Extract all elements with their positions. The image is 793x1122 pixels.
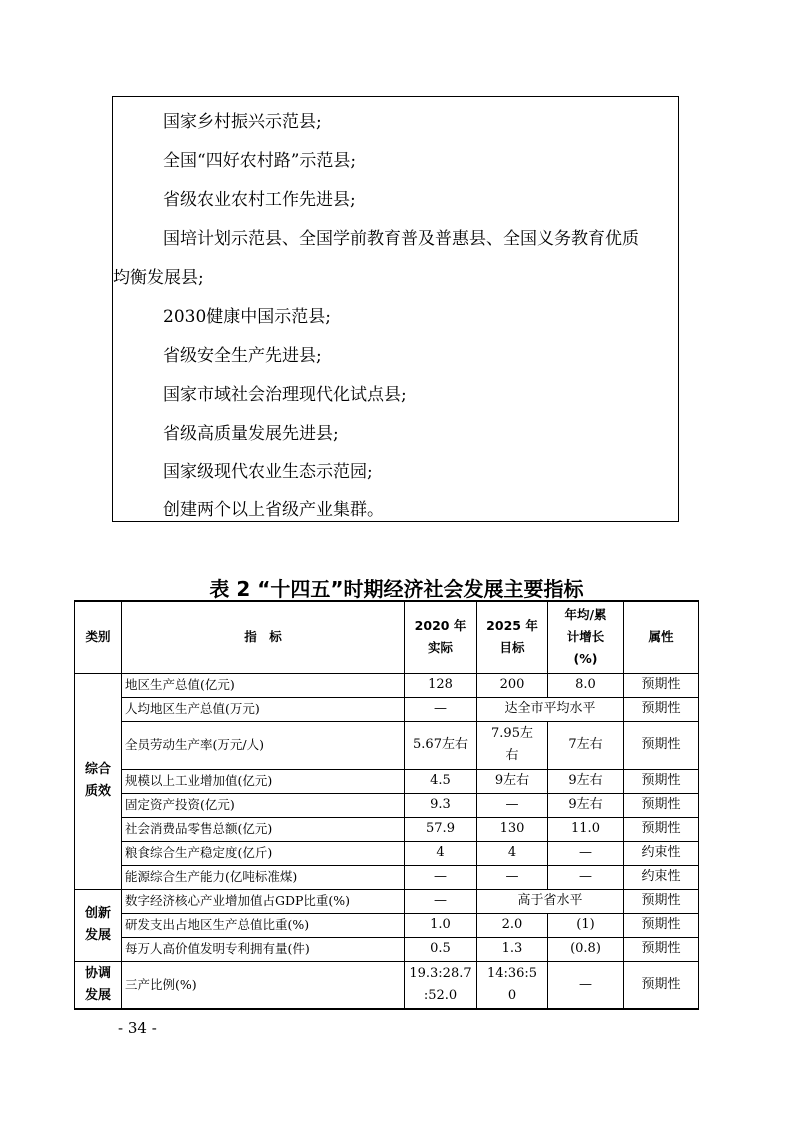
value-2025: 200 [477,673,548,697]
table-header-row [75,601,699,673]
indicator-name: 粮食综合生产稳定度(亿斤) [122,841,405,865]
box-line: 2030健康中国示范县; [163,307,331,327]
category-cell: 创新 发展 [75,889,122,961]
attribute: 预期性 [624,817,699,841]
value-merged: 高于省水平 [477,889,624,913]
box-line: 国培计划示范县、全国学前教育普及普惠县、全国义务教育优质 [163,229,639,249]
table-row [75,961,699,1009]
table-row [75,817,699,841]
box-line: 国家乡村振兴示范县; [163,112,322,132]
attribute: 预期性 [624,913,699,937]
box-line: 均衡发展县; [113,268,204,288]
attribute: 约束性 [624,841,699,865]
attribute: 预期性 [624,721,699,769]
attribute: 预期性 [624,697,699,721]
category-cell: 综合 质效 [75,673,122,889]
value-growth: 11.0 [548,817,624,841]
page-number: - 34 - [118,1019,157,1037]
indicator-name: 地区生产总值(亿元) [122,673,405,697]
value-growth: 9左右 [548,793,624,817]
table-row [75,937,699,961]
box-line: 省级安全生产先进县; [163,346,322,366]
value-2020: 57.9 [405,817,477,841]
table-row [75,889,699,913]
table-row [75,793,699,817]
header-attr: 属性 [624,601,699,673]
value-2020: 1.0 [405,913,477,937]
value-growth: 8.0 [548,673,624,697]
value-2020: 9.3 [405,793,477,817]
value-2020: 5.67左右 [405,721,477,769]
box-line: 省级高质量发展先进县; [163,424,339,444]
indicator-name: 固定资产投资(亿元) [122,793,405,817]
value-2025: 130 [477,817,548,841]
table-row [75,865,699,889]
table-row [75,841,699,865]
value-2020: 0.5 [405,937,477,961]
value-growth: — [548,961,624,1009]
header-2020: 2020 年 实际 [405,601,477,673]
attribute: 预期性 [624,961,699,1009]
value-2020: 128 [405,673,477,697]
value-growth: 9左右 [548,769,624,793]
indicator-name: 全员劳动生产率(万元/人) [122,721,405,769]
value-growth: — [548,841,624,865]
attribute: 预期性 [624,673,699,697]
box-line: 省级农业农村工作先进县; [163,190,356,210]
value-growth: (1) [548,913,624,937]
value-2020: 19.3:28.7 :52.0 [405,961,477,1009]
table-row [75,697,699,721]
indicator-name: 能源综合生产能力(亿吨标准煤) [122,865,405,889]
value-2020: 4.5 [405,769,477,793]
category-cell: 协调 发展 [75,961,122,1009]
box-line: 国家市域社会治理现代化试点县; [163,385,407,405]
value-growth: — [548,865,624,889]
indicator-name: 研发支出占地区生产总值比重(%) [122,913,405,937]
header-2025: 2025 年 目标 [477,601,548,673]
value-2025: 2.0 [477,913,548,937]
value-2025: 14:36:5 0 [477,961,548,1009]
value-2020: — [405,865,477,889]
table-row [75,721,699,769]
table-row [75,913,699,937]
box-line: 全国“四好农村路”示范县; [163,151,357,171]
value-2025: 1.3 [477,937,548,961]
box-line: 国家级现代农业生态示范园; [163,462,373,482]
header-indicator: 指 标 [122,601,405,673]
indicator-name: 每万人高价值发明专利拥有量(件) [122,937,405,961]
value-2020: 4 [405,841,477,865]
attribute: 预期性 [624,937,699,961]
indicator-name: 人均地区生产总值(万元) [122,697,405,721]
value-2025: — [477,793,548,817]
indicator-name: 规模以上工业增加值(亿元) [122,769,405,793]
attribute: 预期性 [624,793,699,817]
table-title: 表 2 “十四五”时期经济社会发展主要指标 [209,577,584,601]
indicator-name: 社会消费品零售总额(亿元) [122,817,405,841]
value-growth: 7左右 [548,721,624,769]
value-2025: 7.95左 右 [477,721,548,769]
value-2020: — [405,889,477,913]
honors-box [112,96,679,522]
value-2025: 4 [477,841,548,865]
attribute: 约束性 [624,865,699,889]
indicators-table [74,600,699,1010]
box-line: 创建两个以上省级产业集群。 [163,500,384,520]
attribute: 预期性 [624,889,699,913]
indicator-name: 三产比例(%) [122,961,405,1009]
value-growth: (0.8) [548,937,624,961]
indicator-name: 数字经济核心产业增加值占GDP比重(%) [122,889,405,913]
value-2025: — [477,865,548,889]
table-row [75,673,699,697]
header-growth: 年均/累 计增长 (%) [548,601,624,673]
value-merged: 达全市平均水平 [477,697,624,721]
header-category: 类别 [75,601,122,673]
table-row [75,769,699,793]
value-2020: — [405,697,477,721]
attribute: 预期性 [624,769,699,793]
value-2025: 9左右 [477,769,548,793]
